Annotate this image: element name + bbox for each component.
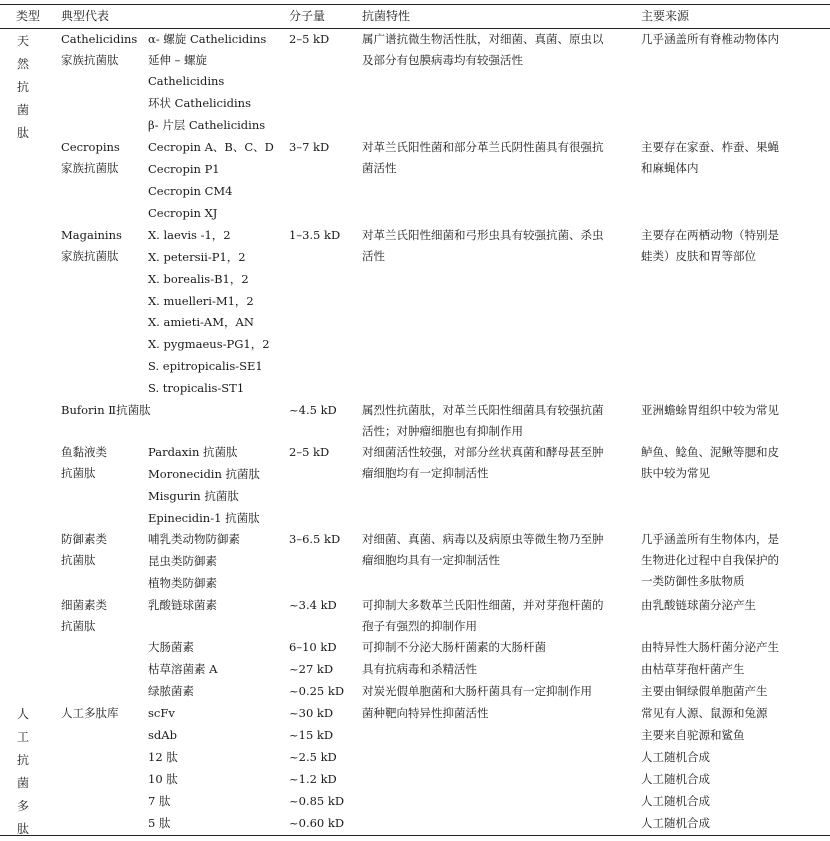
source-text: 鲈鱼、鲶鱼、泥鳅等腮和皮 (641, 445, 779, 459)
member-name: β- 片层 Cathelicidins (148, 118, 266, 132)
molecular-weight: 2–5 kD (289, 32, 330, 46)
property-text: 对细菌、真菌、病毒以及病原虫等微生物乃至肿 (362, 532, 604, 546)
source-text: 生物进化过程中自我保护的 (641, 553, 779, 567)
family-name: 抗菌肽 (61, 619, 96, 633)
family-name: Magainins (61, 228, 122, 242)
member-name: 绿脓菌素 (148, 684, 194, 698)
molecular-weight: ~0.85 kD (289, 794, 345, 808)
molecular-weight: 6–10 kD (289, 640, 337, 654)
family-name: Cecropins (61, 140, 120, 154)
property-text: 对革兰氏阳性菌和部分革兰氏阴性菌具有很强抗 (362, 140, 604, 154)
member-name: X. laevis -1，2 (148, 228, 231, 242)
member-name: X. muelleri-M1，2 (148, 294, 254, 308)
molecular-weight: 3–7 kD (289, 140, 330, 154)
header-mw: 分子量 (289, 9, 326, 23)
property-text: 属烈性抗菌肽，对革兰氏阳性细菌具有较强抗菌 (362, 403, 604, 417)
member-name: X. amieti-AM，AN (148, 315, 254, 329)
member-name: 哺乳类动物防御素 (148, 532, 240, 546)
source-text: 由特异性大肠杆菌分泌产生 (641, 640, 779, 654)
member-name: Cecropin XJ (148, 206, 218, 220)
table-top-rule (0, 4, 830, 5)
property-text: 对炭光假单胞菌和大肠杆菌具有一定抑制作用 (362, 684, 592, 698)
molecular-weight: 1–3.5 kD (289, 228, 341, 242)
property-text: 瘤细胞均有一定抑制活性 (362, 466, 489, 480)
source-text: 主要存在两栖动物（特别是 (641, 228, 779, 242)
molecular-weight: ~0.60 kD (289, 816, 345, 830)
source-text: 亚洲蟾蜍胃组织中较为常见 (641, 403, 779, 417)
property-text: 活性 (362, 249, 385, 263)
property-text: 瘤细胞均具有一定抑制活性 (362, 553, 500, 567)
header-property: 抗菌特性 (362, 9, 411, 23)
member-name: Epinecidin-1 抗菌肽 (148, 511, 260, 525)
property-text: 菌种靶向特异性抑菌活性 (362, 706, 489, 720)
source-text: 常见有人源、鼠源和兔源 (641, 706, 768, 720)
member-name: Cecropin CM4 (148, 184, 233, 198)
family-name: 细菌素类 (61, 598, 107, 612)
molecular-weight: ~15 kD (289, 728, 334, 742)
property-text: 可抑制大多数革兰氏阳性细菌，并对芽孢杆菌的 (362, 598, 604, 612)
member-name: α- 螺旋 Cathelicidins (148, 32, 267, 46)
family-name: 家族抗菌肽 (61, 249, 119, 263)
member-name: Pardaxin 抗菌肽 (148, 445, 238, 459)
source-text: 和麻蝇体内 (641, 161, 699, 175)
family-name: 鱼黏液类 (61, 445, 107, 459)
family-name: 人工多肽库 (61, 706, 119, 720)
source-text: 由枯草芽孢杆菌产生 (641, 662, 745, 676)
molecular-weight: 3–6.5 kD (289, 532, 341, 546)
source-text: 人工随机合成 (641, 794, 710, 808)
member-name: 12 肽 (148, 750, 178, 764)
member-name: 7 肽 (148, 794, 171, 808)
property-text: 孢子有强烈的抑制作用 (362, 619, 477, 633)
molecular-weight: ~3.4 kD (289, 598, 337, 612)
member-name: S. epitropicalis-SE1 (148, 359, 263, 373)
member-name: S. tropicalis-ST1 (148, 381, 245, 395)
family-name: Buforin Ⅱ抗菌肽 (61, 403, 151, 417)
member-name: 枯草溶菌素 A (148, 662, 218, 676)
property-text: 对革兰氏阳性细菌和弓形虫具有较强抗菌、杀虫 (362, 228, 604, 242)
type-artificial: 人工抗菌多肽 (16, 707, 29, 836)
property-text: 及部分有包膜病毒均有较强活性 (362, 53, 523, 67)
member-name: 乳酸链球菌素 (148, 598, 217, 612)
source-text: 人工随机合成 (641, 772, 710, 786)
family-name: 家族抗菌肽 (61, 161, 119, 175)
source-text: 主要由铜绿假单胞菌产生 (641, 684, 768, 698)
molecular-weight: ~4.5 kD (289, 403, 337, 417)
source-text: 人工随机合成 (641, 816, 710, 830)
member-name: Cecropin P1 (148, 162, 220, 176)
source-text: 主要来自驼源和鲨鱼 (641, 728, 745, 742)
member-name: Misgurin 抗菌肽 (148, 489, 239, 503)
source-text: 人工随机合成 (641, 750, 710, 764)
member-name: 10 肽 (148, 772, 178, 786)
member-name: Moronecidin 抗菌肽 (148, 467, 261, 481)
member-name: 环状 Cathelicidins (148, 96, 251, 110)
source-text: 肤中较为常见 (641, 466, 710, 480)
molecular-weight: ~30 kD (289, 706, 334, 720)
member-name: 延伸 – 螺旋 (148, 53, 208, 67)
source-text: 主要存在家蚕、柞蚕、果蝇 (641, 140, 779, 154)
property-text: 活性；对肿瘤细胞也有抑制作用 (362, 424, 523, 438)
source-text: 一类防御性多肽物质 (641, 574, 745, 588)
source-text: 蛙类）皮肤和胃等部位 (641, 249, 756, 263)
molecular-weight: ~27 kD (289, 662, 334, 676)
source-text: 由乳酸链球菌分泌产生 (641, 598, 756, 612)
member-name: 5 肽 (148, 816, 171, 830)
header-source: 主要来源 (641, 9, 690, 23)
member-name: Cathelicidins (148, 74, 225, 88)
member-name: X. pygmaeus-PG1，2 (148, 337, 270, 351)
family-name: 家族抗菌肽 (61, 53, 119, 67)
molecular-weight: 2–5 kD (289, 445, 330, 459)
header-representative: 典型代表 (61, 9, 110, 23)
source-text: 几乎涵盖所有生物体内，是 (641, 532, 779, 546)
property-text: 属广谱抗微生物活性肽，对细菌、真菌、原虫以 (362, 32, 604, 46)
member-name: 大肠菌素 (148, 640, 194, 654)
member-name: sdAb (148, 728, 177, 742)
member-name: 植物类防御素 (148, 576, 217, 590)
property-text: 具有抗病毒和杀精活性 (362, 662, 477, 676)
family-name: Cathelicidins (61, 32, 138, 46)
header-type: 类型 (16, 9, 41, 23)
family-name: 防御素类 (61, 532, 107, 546)
table-bottom-rule (0, 835, 830, 836)
member-name: X. borealis-B1，2 (148, 272, 249, 286)
property-text: 菌活性 (362, 161, 397, 175)
property-text: 对细菌活性较强，对部分丝状真菌和酵母甚至肿 (362, 445, 604, 459)
molecular-weight: ~0.25 kD (289, 684, 345, 698)
member-name: Cecropin A、B、C、D (148, 140, 274, 154)
molecular-weight: ~2.5 kD (289, 750, 337, 764)
member-name: X. petersii-P1，2 (148, 250, 246, 264)
member-name: scFv (148, 706, 175, 720)
family-name: 抗菌肽 (61, 553, 96, 567)
property-text: 可抑制不分泌大肠杆菌素的大肠杆菌 (362, 640, 546, 654)
type-natural: 天然抗菌肽 (16, 34, 29, 140)
molecular-weight: ~1.2 kD (289, 772, 337, 786)
source-text: 几乎涵盖所有脊椎动物体内 (641, 32, 779, 46)
family-name: 抗菌肽 (61, 466, 96, 480)
member-name: 昆虫类防御素 (148, 554, 217, 568)
